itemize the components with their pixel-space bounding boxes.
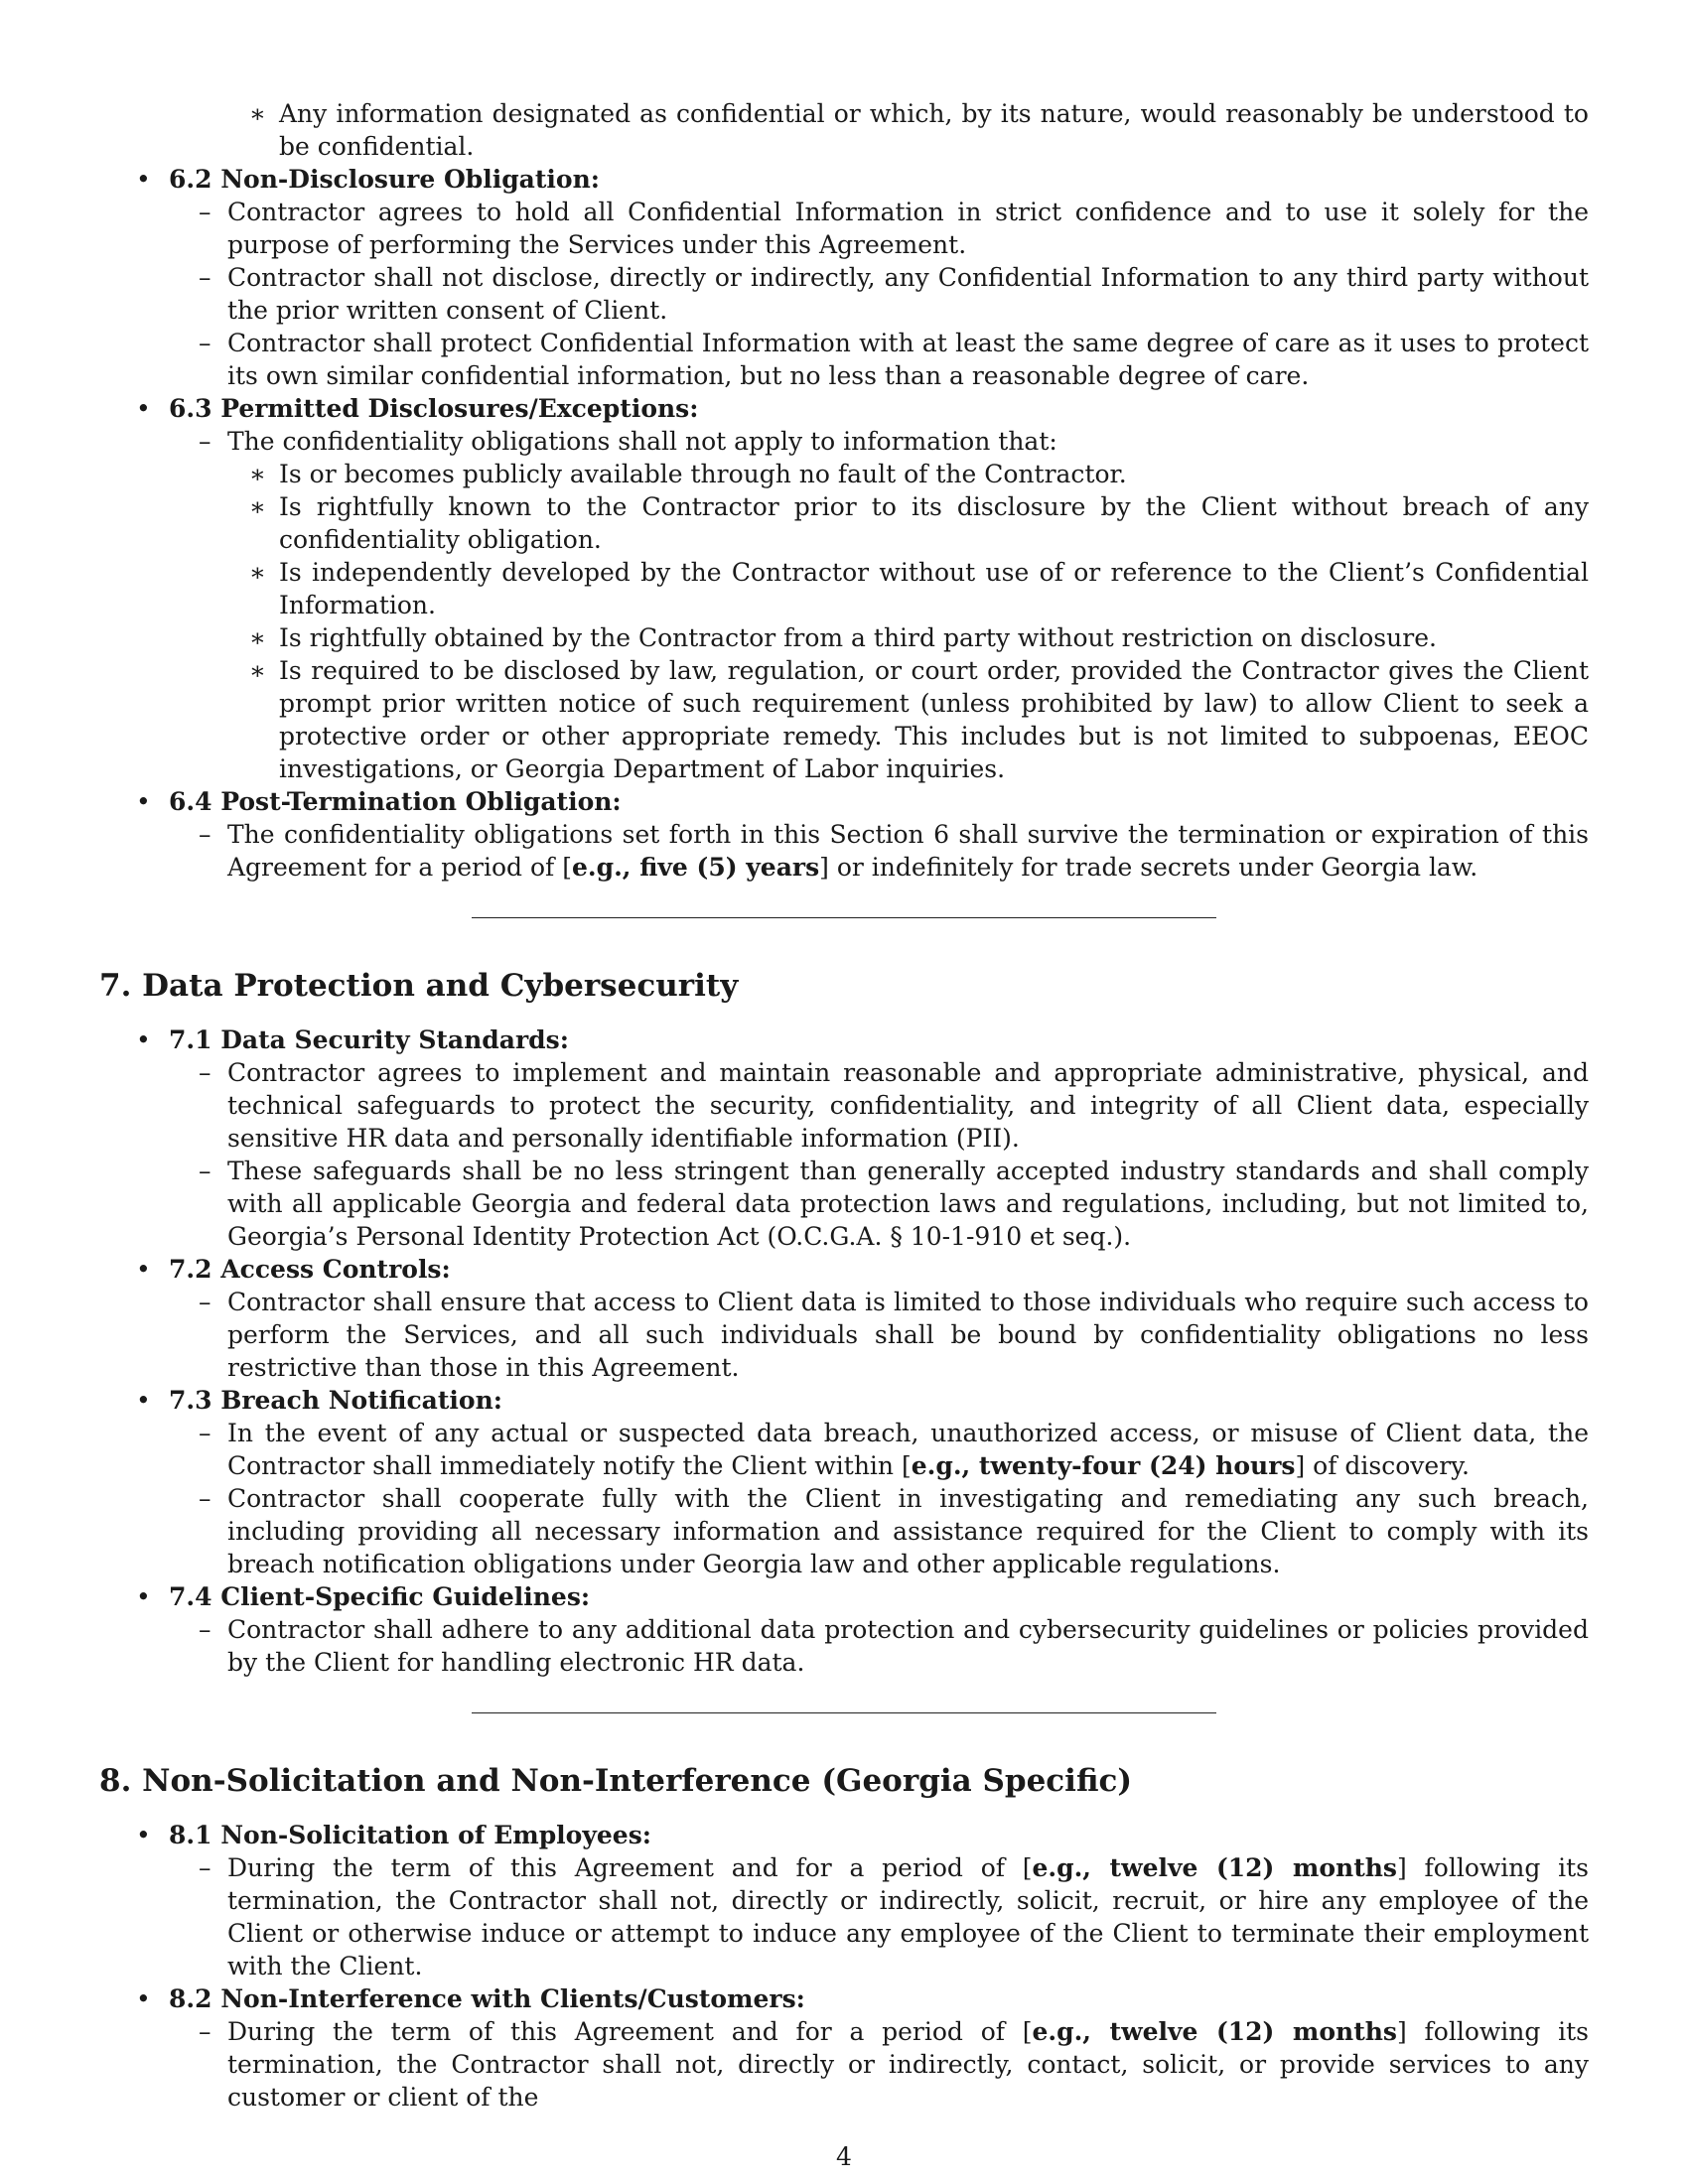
continuation-list — [99, 97, 1589, 163]
list-item: – During the term of this Agreement and for a period of [e.g., twelve (12) months] following its termination, the Contractor shall not, directly or indirectly, contact, solicit, or provide services to any customer or client of the — [169, 2015, 1589, 2114]
list-item: – Contractor shall not disclose, directly or indirectly, any Confidential Information to any third party without the prior written consent of Client. — [169, 261, 1589, 327]
page-content — [99, 97, 1589, 2114]
list-item: ∗ Any information designated as confidential or which, by its nature, would reasonably be understood to be confidential. — [279, 97, 1589, 163]
clause-title: 8.1 Non-Solicitation of Employees: — [169, 1821, 651, 1849]
clause-title: 6.2 Non-Disclosure Obligation: — [169, 165, 601, 194]
clause-title: 6.4 Post-Termination Obligation: — [169, 787, 622, 816]
list-item: – These safeguards shall be no less stringent than generally accepted industry standards and shall comply with all applicable Georgia and federal data protection laws and regulations, including, but not limited to, Georgia’s Personal Identity Protection Act (O.C.G.A. § 10-1-910 et seq.). — [169, 1155, 1589, 1253]
list-item: – Contractor shall ensure that access to Client data is limited to those individuals who require such access to perform the Services, and all such individuals shall be bound by confidentiality obligations no less restrictive than those in this Agreement. — [169, 1286, 1589, 1384]
clause-8-1 — [99, 1819, 1589, 1982]
section-divider — [472, 1712, 1216, 1713]
list-item: – Contractor shall cooperate fully with the Client in investigating and remediating any such breach, including providing all necessary information and assistance required for the Client to comply with its breach notification obligations under Georgia law and other applicable regulations. — [169, 1482, 1589, 1580]
section-divider — [472, 917, 1216, 918]
clause-6-3 — [99, 392, 1589, 785]
section-heading-8: 8. Non-Solicitation and Non-Interference (Georgia Specific) — [99, 1763, 1133, 1799]
list-item: ∗ Is required to be disclosed by law, regulation, or court order, provided the Contractor gives the Client prompt prior written notice of such requirement (unless prohibited by law) to allow Client to seek a protective order or other appropriate remedy. This includes but is not limited to subpoenas, EEOC investigations, or Georgia Department of Labor inquiries. — [227, 654, 1589, 785]
list-item: ∗ Is rightfully obtained by the Contractor from a third party without restriction on disclosure. — [227, 621, 1589, 654]
clause-7-4 — [99, 1580, 1589, 1679]
list-item: – Contractor agrees to hold all Confidential Information in strict confidence and to use it solely for the purpose of performing the Services under this Agreement. — [169, 196, 1589, 261]
list-item: – Contractor shall protect Confidential Information with at least the same degree of care as it uses to protect its own similar confidential information, but no less than a reasonable degree of care. — [169, 327, 1589, 392]
section-heading-7: 7. Data Protection and Cybersecurity — [99, 968, 739, 1004]
clause-title: 6.3 Permitted Disclosures/Exceptions: — [169, 394, 699, 423]
clause-title: 7.4 Client-Specific Guidelines: — [169, 1582, 591, 1611]
list-item: ∗ Is rightfully known to the Contractor prior to its disclosure by the Client without breach of any confidentiality obligation. — [227, 490, 1589, 556]
list-item: – In the event of any actual or suspected data breach, unauthorized access, or misuse of Client data, the Contractor shall immediately notify the Client within [e.g., twenty-four (24) hours] of discovery. — [169, 1417, 1589, 1482]
clause-6-4 — [99, 785, 1589, 884]
section-6-list — [99, 163, 1589, 884]
list-item: – Contractor agrees to implement and maintain reasonable and appropriate administrative, physical, and technical safeguards to protect the security, confidentiality, and integrity of all Client data, especially sensitive HR data and personally identifiable information (PII). — [169, 1056, 1589, 1155]
list-item: – The confidentiality obligations shall not apply to information that: ∗ Is or becomes publicly available through no fault of the Contractor. ∗ Is rightfully known to the Contractor prior to its disclosure by the Client without breach of any confidentiality obligation. ∗ Is independently developed by the Contractor without use of or reference to the Client’s Confidential Information. ∗ Is rightfully obtained by the Contractor from a third party without restriction on disclosure. ∗ Is required to be disclosed by law, regulation, or court order, provided the Contractor gives the Client prompt prior written notice of such requirement (unless prohibited by law) to allow Client to seek a protective order or other appropriate remedy. This includes but is not limited to subpoenas, EEOC investigations, or Georgia Department of Labor inquiries. — [169, 425, 1589, 785]
list-item: – Contractor shall adhere to any additional data protection and cybersecurity guidelines or policies provided by the Client for handling electronic HR data. — [169, 1613, 1589, 1679]
clause-title: 7.1 Data Security Standards: — [169, 1025, 569, 1054]
page-number: 4 — [836, 2142, 852, 2171]
clause-title: 7.3 Breach Notification: — [169, 1386, 502, 1415]
clause-6-2 — [99, 163, 1589, 392]
section-7-list — [99, 1024, 1589, 1679]
clause-7-1 — [99, 1024, 1589, 1253]
clause-7-2 — [99, 1253, 1589, 1384]
list-item: – The confidentiality obligations set forth in this Section 6 shall survive the termination or expiration of this Agreement for a period of [e.g., five (5) years] or indefinitely for trade secrets under Georgia law. — [169, 818, 1589, 884]
list-item: ∗ Is independently developed by the Contractor without use of or reference to the Client’s Confidential Information. — [227, 556, 1589, 621]
clause-7-3 — [99, 1384, 1589, 1580]
section-8-list — [99, 1819, 1589, 2114]
list-item: – During the term of this Agreement and for a period of [e.g., twelve (12) months] following its termination, the Contractor shall not, directly or indirectly, solicit, recruit, or hire any employee of the Client or otherwise induce or attempt to induce any employee of the Client to terminate their employment with the Client. — [169, 1851, 1589, 1982]
clause-title: 8.2 Non-Interference with Clients/Customers: — [169, 1984, 805, 2013]
list-item: ∗ Is or becomes publicly available through no fault of the Contractor. — [227, 458, 1589, 490]
clause-title: 7.2 Access Controls: — [169, 1255, 451, 1284]
clause-8-2 — [99, 1982, 1589, 2114]
